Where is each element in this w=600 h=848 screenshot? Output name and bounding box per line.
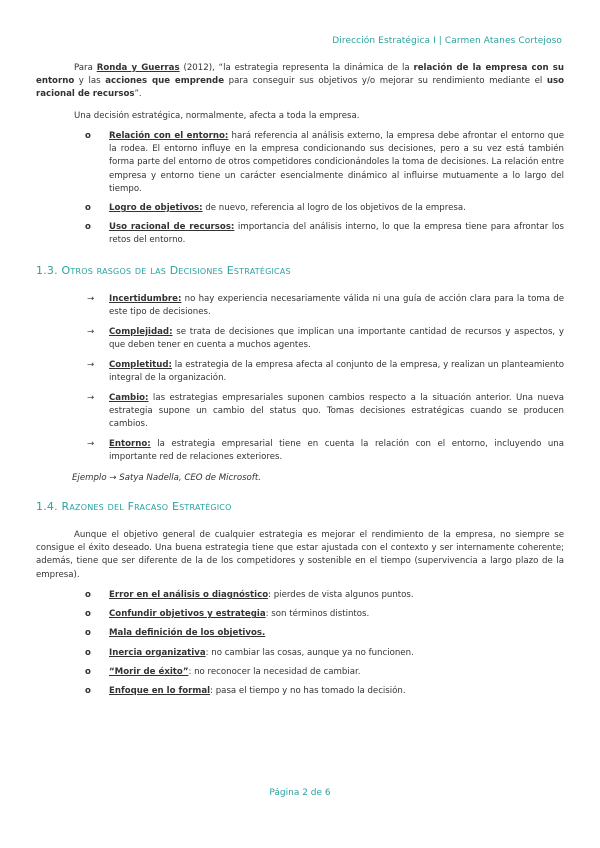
arrow-icon: → bbox=[87, 438, 95, 449]
list-item: o Logro de objetivos: de nuevo, referencia al logro de los objetivos de la empresa. bbox=[85, 202, 564, 215]
author-citation: Ronda y Guerras bbox=[96, 63, 180, 73]
decision-traits-list bbox=[85, 293, 564, 471]
key-term: relación de la empresa con su entorno bbox=[36, 63, 564, 87]
list-item: → Completitud: la estrategia de la empresa afecta al conjunto de la empresa, y realizan un planteamiento integral de la organización. bbox=[87, 359, 564, 384]
section-heading-1-4: 1.4. Razones del Fracaso Estratégico bbox=[36, 500, 232, 513]
example-note: Ejemplo → Satya Nadella, CEO de Microsoft. bbox=[72, 473, 261, 483]
list-item: o Mala definición de los objetivos. bbox=[85, 627, 564, 640]
list-item: o Enfoque en lo formal: pasa el tiempo y no has tomado la decisión. bbox=[85, 685, 564, 698]
bullet: o bbox=[85, 590, 91, 600]
arrow-icon: → bbox=[87, 359, 95, 370]
bullet: o bbox=[85, 131, 91, 141]
bullet: o bbox=[85, 686, 91, 697]
list-item: o Error en el análisis o diagnóstico: pierdes de vista algunos puntos. bbox=[85, 589, 564, 602]
arrow-icon: → bbox=[87, 294, 95, 304]
list-item: → Cambio: las estrategias empresariales suponen cambios respecto a la situación anterior. Una nueva estrategia supone un cambio del status quo. Tomas decisiones estratégicas cuando se producen cambios. bbox=[87, 392, 564, 430]
list-item: → Incertidumbre: no hay experiencia necesariamente válida ni una guía de acción clara para la toma de este tipo de decisiones. bbox=[87, 294, 564, 318]
strategy-elements-list bbox=[85, 130, 564, 254]
section-heading-1-3: 1.3. Otros rasgos de las Decisiones Estratégicas bbox=[36, 264, 291, 277]
page-header: Dirección Estratégica I | Carmen Atanes Cortejoso bbox=[332, 36, 562, 46]
intro-paragraph: Para Ronda y Guerras (2012), “la estrategia representa la dinámica de la relación de la empresa con su entorno y las acciones que emprende para conseguir sus objetivos y/o mejorar su rendimiento mediante el uso racional de recursos”. bbox=[36, 63, 564, 100]
bullet: o bbox=[85, 222, 91, 233]
list-item: o Relación con el entorno: hará referencia al análisis externo, la empresa debe afrontar el entorno que la rodea. El entorno influye en la empresa condicionando sus decisiones, pero a su vez está también forma parte del entorno de otros competidores condicionándoles la toma de decisiones. La relación entre empresa y entorno tiene un carácter esencialmente dinámico al influirse mutuamente a lo largo del tiempo. bbox=[85, 131, 564, 194]
failure-paragraph: Aunque el objetivo general de cualquier estrategia es mejorar el rendimiento de la empresa, no siempre se consigue el éxito deseado. Una buena estrategia tiene que estar ajustada con el contexto y ser internamente coherente; además, tiene que ser diferente de la de los competidores y sostenible en el tiempo (supervivencia a largo plazo de la empresa). bbox=[36, 530, 564, 580]
arrow-icon: → bbox=[87, 392, 95, 403]
list-item: → Complejidad: se trata de decisiones que implican una importante cantidad de recursos y aspectos, y que deben tener en cuenta a muchos agentes. bbox=[87, 326, 564, 351]
key-term: uso racional de recursos bbox=[36, 76, 564, 100]
bullet: o bbox=[85, 609, 91, 620]
failure-reasons-list bbox=[85, 589, 564, 704]
bullet: o bbox=[85, 203, 91, 214]
arrow-icon: → bbox=[87, 326, 95, 337]
key-term: acciones que emprende bbox=[105, 76, 225, 87]
list-item: o Confundir objetivos y estrategia: son términos distintos. bbox=[85, 608, 564, 621]
bullet: o bbox=[85, 628, 91, 639]
list-item: → Entorno: la estrategia empresarial tiene en cuenta la relación con el entorno, incluyendo una importante red de relaciones exteriores. bbox=[87, 438, 564, 463]
page-footer: Página 2 de 6 bbox=[269, 788, 331, 798]
list-item: o “Morir de éxito”: no reconocer la necesidad de cambiar. bbox=[85, 666, 564, 679]
intro-paragraph-2: Una decisión estratégica, normalmente, afecta a toda la empresa. bbox=[74, 111, 360, 121]
bullet: o bbox=[85, 647, 91, 658]
list-item: o Uso racional de recursos: importancia del análisis interno, lo que la empresa tiene para afrontar los retos del entorno. bbox=[85, 222, 564, 246]
list-item: o Inercia organizativa: no cambiar las cosas, aunque ya no funcionen. bbox=[85, 647, 564, 660]
bullet: o bbox=[85, 666, 91, 677]
